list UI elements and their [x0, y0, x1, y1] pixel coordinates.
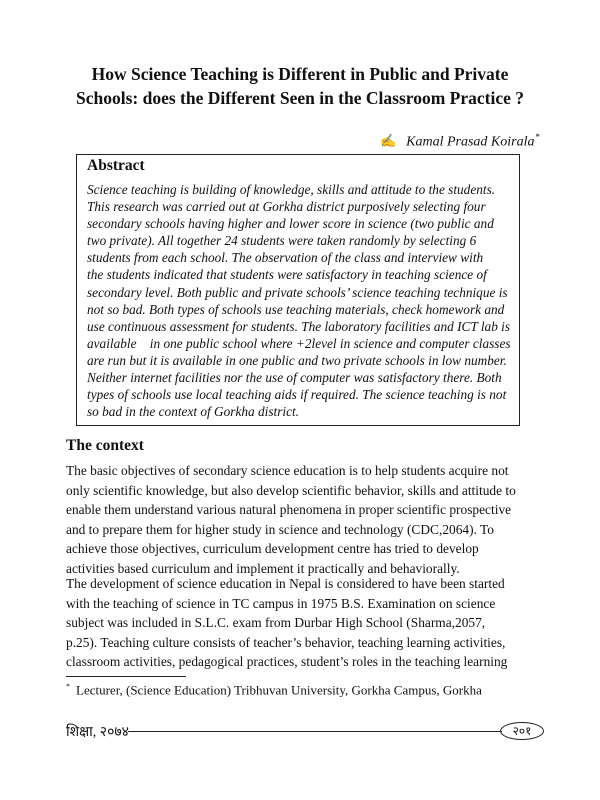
author-footnote-marker: *	[535, 132, 540, 142]
footnote-marker: *	[66, 682, 70, 691]
abstract-line: not so bad. Both types of schools use teaching materials, check homework and	[87, 301, 505, 317]
abstract-line: Science teaching is building of knowledge, skills and attitude to the students.	[87, 182, 496, 197]
paragraph-line: The basic objectives of secondary science education is to help students acquire not	[66, 463, 509, 478]
abstract-line: Neither internet facilities nor the use of computer was satisfactory there. Both	[87, 370, 502, 386]
footnote-rule	[66, 676, 186, 677]
page-number: २०१	[500, 722, 544, 740]
paragraph-line: and to prepare them for higher study in science and technology (CDC,2064). To	[66, 521, 494, 537]
abstract-line: so bad in the context of Gorkha district.	[87, 404, 299, 420]
paragraph-line: The development of science education in Nepal is considered to have been started	[66, 576, 505, 591]
abstract-line: types of schools use local teaching aids if required. The science teaching is not	[87, 387, 507, 403]
paragraph-line: only scientific knowledge, but also develop scientific behavior, skills and attitude to	[66, 482, 516, 498]
abstract-line: are run but it is available in one public and two private schools in low number.	[87, 352, 507, 368]
paragraph-line: p.25). Teaching culture consists of teacher’s behavior, teaching learning activities,	[66, 634, 506, 650]
abstract-line: secondary schools having higher and lower score in science (two public and	[87, 216, 494, 232]
abstract-box	[76, 154, 520, 426]
article-title	[50, 62, 550, 110]
paragraph-line: with the teaching of science in TC campus in 1975 B.S. Examination on science	[66, 595, 496, 611]
author-name: Kamal Prasad Koirala	[406, 134, 535, 150]
paragraph-line: classroom activities, pedagogical practices, student’s roles in the teaching learning	[66, 654, 508, 669]
author-name-group	[406, 132, 540, 151]
abstract-line: two private). All together 24 students were taken randomly by selecting 6	[87, 233, 477, 249]
author-byline	[380, 132, 540, 151]
paragraph-2	[66, 574, 544, 672]
pen-icon: ✍	[379, 133, 397, 148]
paragraph-line: enable them understand various natural phenomena in proper scientific prospective	[66, 502, 512, 517]
footnote-text: Lecturer, (Science Education) Tribhuvan University, Gorkha Campus, Gorkha	[76, 682, 482, 698]
abstract-line: use continuous assessment for students. The laboratory facilities and ICT lab is	[87, 318, 511, 334]
footer-rule	[128, 731, 502, 732]
abstract-line: the students indicated that students were satisfactory in teaching science of	[87, 267, 487, 283]
abstract-line: students from each school. The observation of the class and interview with	[87, 250, 484, 266]
title-line-1: How Science Teaching is Different in Public and Private	[91, 64, 509, 84]
footnote	[66, 682, 482, 698]
paragraph-line: subject was included in S.L.C. exam from Durbar High School (Sharma,2057,	[66, 615, 486, 630]
paragraph-1	[66, 461, 544, 578]
paragraph-line: achieve those objectives, curriculum development centre has tried to develop	[66, 541, 479, 556]
abstract-line: secondary level. Both public and private schools’ science teaching technique is	[87, 284, 508, 300]
abstract-text	[87, 181, 511, 420]
title-line-2: Schools: does the Different Seen in the Classroom Practice ?	[76, 88, 524, 108]
abstract-heading: Abstract	[87, 157, 145, 174]
abstract-line: available in one public school where +2level in science and computer classes	[87, 335, 511, 351]
paragraph-line: activities based curriculum and implement it practically and behaviorally.	[66, 560, 460, 576]
abstract-line: This research was carried out at Gorkha district purposively selecting four	[87, 199, 486, 215]
section-heading: The context	[66, 437, 144, 454]
journal-label: शिक्षा, २०७४	[66, 725, 129, 740]
